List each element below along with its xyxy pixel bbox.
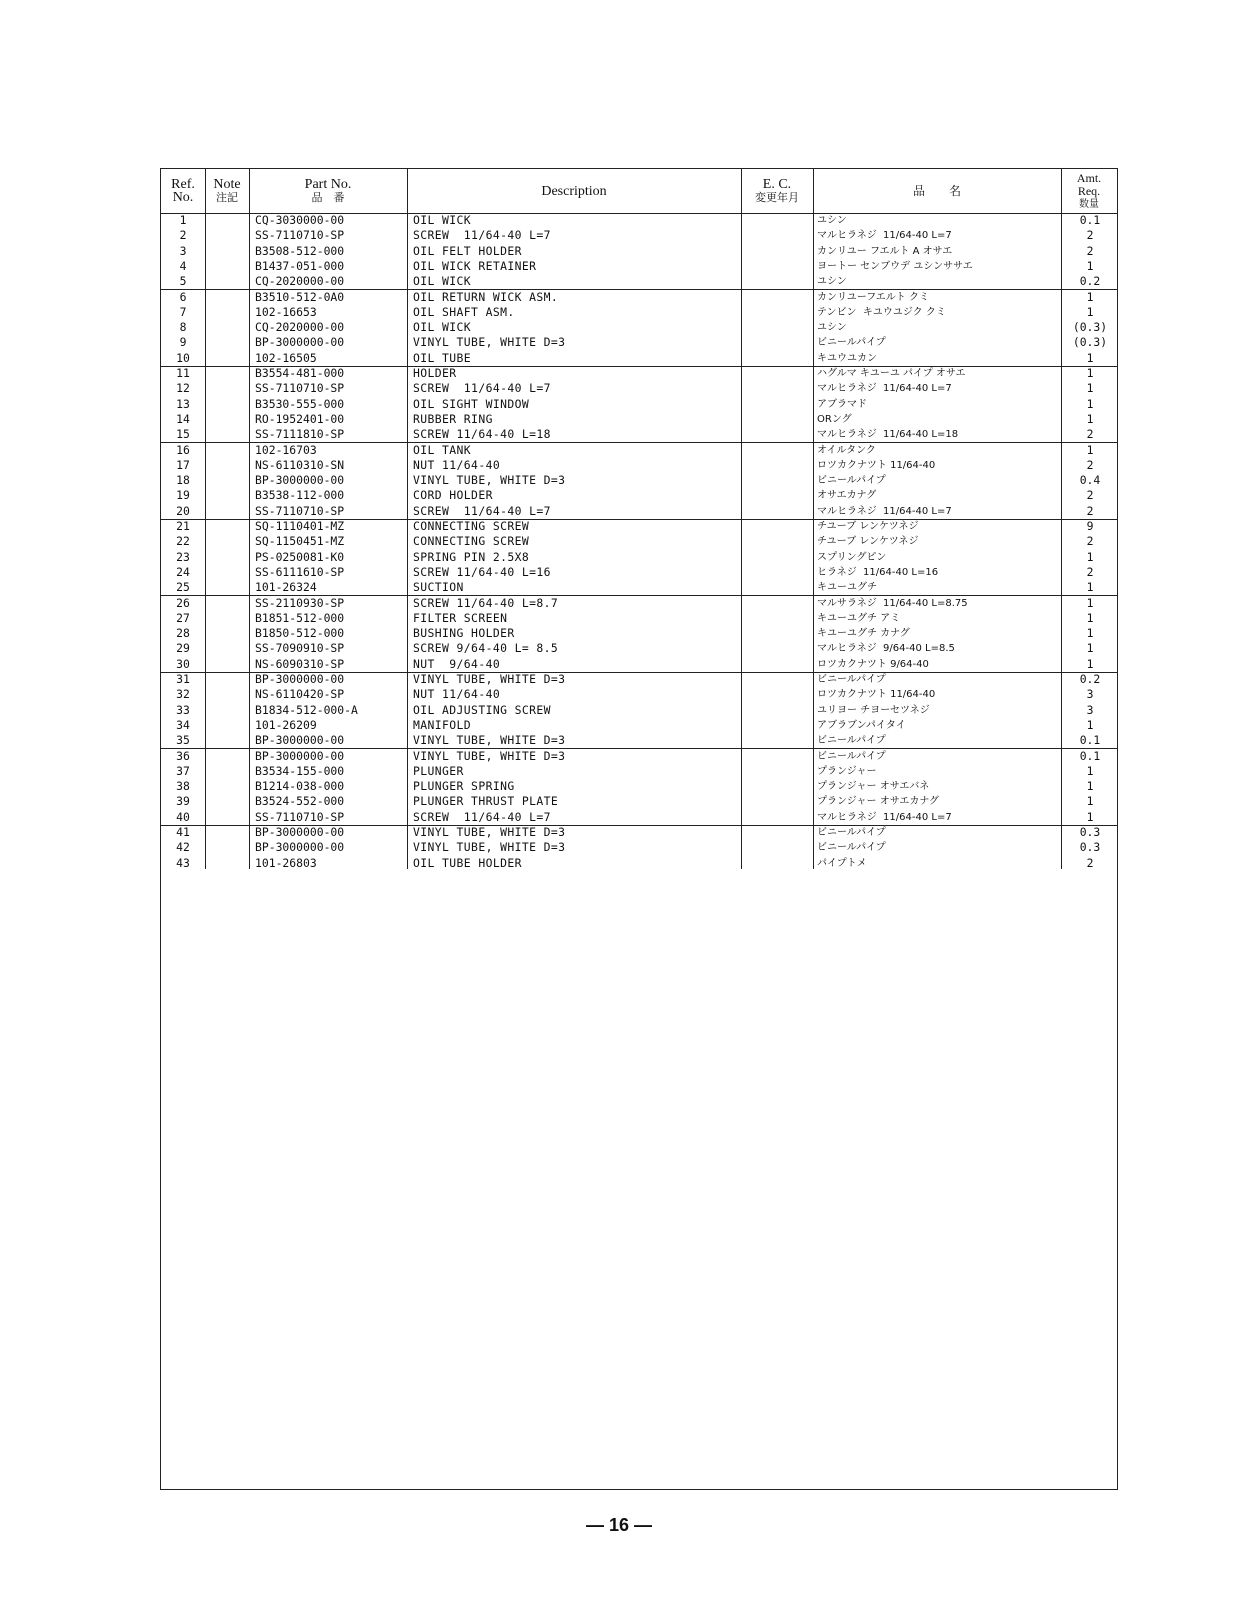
description-cell: SCREW 11/64-40 L=18	[413, 427, 551, 442]
amount-cell: 2	[1086, 488, 1094, 503]
part-no-cell: PS-0250081-K0	[255, 549, 345, 564]
jp-name-cell: マルヒラネジ 11/64-40 L=7	[817, 811, 952, 823]
description-cell: SCREW 11/64-40 L=7	[413, 503, 551, 518]
jp-name-cell: チユーブ レンケツネジ	[817, 521, 919, 532]
description-cell: MANIFOLD	[413, 717, 472, 732]
ref-no-cell: 42	[176, 840, 190, 855]
description-cell: OIL ADJUSTING SCREW	[413, 702, 551, 717]
table-row	[161, 779, 1117, 794]
part-no-cell: SQ-1150451-MZ	[255, 534, 345, 549]
part-no-cell: SS-7111810-SP	[255, 427, 345, 442]
table-row	[161, 794, 1117, 809]
amount-cell: 0.4	[1079, 473, 1101, 488]
amount-cell: 0.3	[1079, 825, 1101, 839]
description-cell: SCREW 11/64-40 L=8.7	[413, 595, 559, 610]
ref-no-cell: 12	[176, 381, 190, 396]
description-cell: OIL SHAFT ASM.	[413, 304, 515, 319]
header-amt-label-2: Req.	[1077, 183, 1101, 198]
amount-cell: 1	[1086, 289, 1094, 304]
amount-cell: 1	[1086, 595, 1094, 610]
ref-no-cell: 9	[179, 335, 187, 350]
ref-no-cell: 27	[176, 610, 190, 625]
ref-no-cell: 30	[176, 656, 190, 671]
ref-no-cell: 17	[176, 457, 190, 472]
ref-no-cell: 3	[179, 243, 187, 258]
description-cell: VINYL TUBE, WHITE D=3	[413, 672, 566, 686]
part-no-cell: SS-7090910-SP	[255, 641, 345, 656]
ref-no-cell: 11	[176, 366, 190, 380]
jp-name-cell: マルヒラネジ 9/64-40 L=8.5	[817, 643, 955, 655]
description-cell: CORD HOLDER	[413, 488, 493, 503]
ref-no-cell: 10	[176, 350, 190, 365]
amount-cell: 1	[1086, 580, 1094, 595]
ref-no-cell: 25	[176, 580, 190, 595]
jp-name-cell: オサエカナグ	[817, 490, 877, 502]
part-no-cell: SS-7110710-SP	[255, 381, 345, 396]
description-cell: OIL TUBE	[413, 350, 472, 365]
description-cell: SPRING PIN 2.5X8	[413, 549, 530, 564]
jp-name-cell: ビニールパイプ	[817, 842, 886, 854]
amount-cell: 1	[1086, 794, 1094, 809]
description-cell: NUT 9/64-40	[413, 656, 501, 671]
amount-cell: 1	[1086, 350, 1094, 365]
jp-name-cell: マルヒラネジ 11/64-40 L=18	[817, 429, 959, 441]
header-part-jp: 品 番	[311, 191, 345, 204]
ref-no-cell: 33	[176, 702, 190, 717]
part-no-cell: B3538-112-000	[255, 488, 345, 503]
ref-no-cell: 29	[176, 641, 190, 656]
part-no-cell: CQ-2020000-00	[255, 320, 345, 335]
ref-no-cell: 2	[179, 228, 187, 243]
part-no-cell: 101-26803	[255, 855, 317, 870]
part-no-cell: BP-3000000-00	[255, 672, 345, 686]
header-ec-label: E. C.	[762, 177, 792, 192]
part-no-cell: BP-3000000-00	[255, 335, 345, 350]
jp-name-cell: マルヒラネジ 11/64-40 L=7	[817, 230, 952, 242]
jp-name-cell: オイルタンク	[817, 444, 876, 456]
amount-cell: 2	[1086, 564, 1094, 579]
ref-no-cell: 28	[176, 626, 190, 641]
table-row	[161, 228, 1117, 243]
amount-cell: 0.3	[1079, 840, 1101, 855]
part-no-cell: 102-16505	[255, 350, 317, 365]
description-cell: PLUNGER THRUST PLATE	[413, 794, 559, 809]
table-row	[161, 580, 1117, 596]
part-no-cell: B3510-512-0A0	[255, 289, 345, 304]
ref-no-cell: 34	[176, 717, 190, 732]
table-row	[161, 764, 1117, 779]
table-row	[161, 687, 1117, 702]
table-row	[161, 641, 1117, 656]
part-no-cell: RO-1952401-00	[255, 411, 345, 426]
table-row	[161, 274, 1117, 290]
jp-name-cell: キユーユグチ	[817, 582, 877, 594]
part-no-cell: B1851-512-000	[255, 610, 345, 625]
ref-no-cell: 39	[176, 794, 190, 809]
amount-cell: 2	[1086, 534, 1094, 549]
part-no-cell: SS-6111610-SP	[255, 564, 345, 579]
table-row	[161, 244, 1117, 259]
header-ref-label: Ref.	[171, 177, 195, 192]
amount-cell: 1	[1086, 396, 1094, 411]
description-cell: OIL RETURN WICK ASM.	[413, 289, 559, 304]
jp-name-cell: マルサラネジ 11/64-40 L=8.75	[817, 597, 968, 609]
part-no-cell: CQ-2020000-00	[255, 274, 345, 289]
description-cell: VINYL TUBE, WHITE D=3	[413, 473, 566, 488]
amount-cell: 1	[1086, 779, 1094, 794]
header-ref-label-2: No.	[172, 190, 194, 205]
header-note	[205, 169, 249, 213]
ref-no-cell: 6	[179, 289, 187, 304]
part-no-cell: B3530-555-000	[255, 396, 345, 411]
ref-no-cell: 26	[176, 595, 190, 610]
description-cell: HOLDER	[413, 366, 457, 380]
amount-cell: 0.2	[1079, 274, 1101, 289]
amount-cell: 3	[1086, 687, 1094, 702]
amount-cell: 0.1	[1079, 748, 1101, 763]
header-ref-no	[161, 169, 205, 213]
description-cell: OIL WICK RETAINER	[413, 258, 537, 273]
amount-cell: 1	[1086, 610, 1094, 625]
amount-cell: 1	[1086, 442, 1094, 457]
amount-cell: (0.3)	[1072, 335, 1108, 350]
jp-name-cell: ビニールパイプ	[817, 750, 886, 762]
table-row	[161, 672, 1117, 687]
amount-cell: 1	[1086, 381, 1094, 396]
part-no-cell: 102-16703	[255, 442, 317, 457]
part-no-cell: SS-7110710-SP	[255, 503, 345, 518]
jp-name-cell: ユシン	[817, 276, 847, 288]
table-row	[161, 335, 1117, 350]
ref-no-cell: 14	[176, 411, 190, 426]
description-cell: VINYL TUBE, WHITE D=3	[413, 840, 566, 855]
description-cell: VINYL TUBE, WHITE D=3	[413, 733, 566, 748]
jp-name-cell: マルヒラネジ 11/64-40 L=7	[817, 383, 952, 395]
table-row	[161, 290, 1117, 305]
jp-name-cell: カンリユーフエルト クミ	[817, 291, 929, 303]
description-cell: OIL TANK	[413, 442, 472, 457]
description-cell: SCREW 11/64-40 L=16	[413, 564, 551, 579]
table-row	[161, 840, 1117, 855]
amount-cell: 0.1	[1079, 213, 1101, 227]
table-row	[161, 381, 1117, 396]
amount-cell: 1	[1086, 763, 1094, 778]
amount-cell: 3	[1086, 702, 1094, 717]
description-cell: SUCTION	[413, 580, 464, 595]
table-row	[161, 657, 1117, 673]
description-cell: SCREW 11/64-40 L=7	[413, 809, 551, 824]
amount-cell: 1	[1086, 717, 1094, 732]
part-no-cell: 102-16653	[255, 304, 317, 319]
table-row	[161, 320, 1117, 335]
amount-cell: 1	[1086, 809, 1094, 824]
part-no-cell: NS-6110310-SN	[255, 457, 345, 472]
table-row	[161, 305, 1117, 320]
table-row	[161, 825, 1117, 840]
part-no-cell: BP-3000000-00	[255, 825, 345, 839]
jp-name-cell: ロツカクナツト 9/64-40	[817, 658, 929, 670]
table-row	[161, 733, 1117, 749]
table-row	[161, 626, 1117, 641]
amount-cell: 1	[1086, 304, 1094, 319]
description-cell: OIL WICK	[413, 274, 472, 289]
ref-no-cell: 8	[179, 320, 187, 335]
header-name-jp-label: 品 名	[912, 183, 961, 198]
ref-no-cell: 21	[176, 519, 190, 533]
amount-cell: 9	[1086, 519, 1094, 533]
description-cell: OIL TUBE HOLDER	[413, 855, 522, 870]
part-no-cell: BP-3000000-00	[255, 748, 345, 763]
jp-name-cell: カンリユー フエルト A オサエ	[817, 245, 953, 257]
jp-name-cell: ビニールパイプ	[817, 475, 886, 487]
description-cell: RUBBER RING	[413, 411, 493, 426]
ref-no-cell: 4	[179, 258, 187, 273]
ref-no-cell: 23	[176, 549, 190, 564]
table-row	[161, 550, 1117, 565]
amount-cell: 2	[1086, 228, 1094, 243]
jp-name-cell: テンビン キユウユジク クミ	[817, 306, 946, 318]
amount-cell: 0.2	[1079, 672, 1101, 686]
table-row	[161, 856, 1117, 871]
part-no-cell: 101-26209	[255, 717, 317, 732]
description-cell: SCREW 9/64-40 L= 8.5	[413, 641, 559, 656]
part-no-cell: 101-26324	[255, 580, 317, 595]
amount-cell: 2	[1086, 503, 1094, 518]
ref-no-cell: 35	[176, 733, 190, 748]
table-row	[161, 397, 1117, 412]
part-no-cell: BP-3000000-00	[255, 840, 345, 855]
table-header	[161, 169, 1117, 214]
jp-name-cell: ビニールパイプ	[817, 337, 886, 349]
jp-name-cell: キユウユカン	[817, 352, 877, 364]
ref-no-cell: 1	[179, 213, 187, 227]
table-row	[161, 565, 1117, 580]
part-no-cell: B1850-512-000	[255, 626, 345, 641]
amount-cell: 1	[1086, 366, 1094, 380]
header-note-jp: 注記	[216, 191, 238, 204]
header-ec-jp: 変更年月	[755, 191, 799, 204]
jp-name-cell: ビニールパイプ	[817, 735, 886, 747]
amount-cell: 1	[1086, 656, 1094, 671]
part-no-cell: B3524-552-000	[255, 794, 345, 809]
ref-no-cell: 37	[176, 763, 190, 778]
description-cell: PLUNGER SPRING	[413, 779, 515, 794]
amount-cell: 2	[1086, 243, 1094, 258]
part-no-cell: BP-3000000-00	[255, 473, 345, 488]
ref-no-cell: 41	[176, 825, 190, 839]
amount-cell: 1	[1086, 411, 1094, 426]
table-row	[161, 519, 1117, 534]
jp-name-cell: パイプトメ	[817, 857, 867, 869]
amount-cell: 0.1	[1079, 733, 1101, 748]
table-row	[161, 213, 1117, 228]
description-cell: OIL FELT HOLDER	[413, 243, 522, 258]
table-row	[161, 703, 1117, 718]
table-row	[161, 259, 1117, 274]
description-cell: PLUNGER	[413, 763, 464, 778]
jp-name-cell: ORング	[817, 413, 852, 425]
description-cell: OIL WICK	[413, 320, 472, 335]
ref-no-cell: 20	[176, 503, 190, 518]
jp-name-cell: ユシン	[817, 215, 847, 226]
table-row	[161, 596, 1117, 611]
table-row	[161, 443, 1117, 458]
jp-name-cell: キユーユグチ アミ	[817, 612, 901, 624]
header-amt-jp: 数量	[1079, 198, 1099, 210]
table-row	[161, 749, 1117, 764]
description-cell: SCREW 11/64-40 L=7	[413, 381, 551, 396]
jp-name-cell: チユーブ レンケツネジ	[817, 536, 919, 548]
description-cell: VINYL TUBE, WHITE D=3	[413, 748, 566, 763]
table-row	[161, 810, 1117, 826]
parts-list-table	[160, 168, 1118, 1490]
ref-no-cell: 43	[176, 855, 190, 870]
part-no-cell: CQ-3030000-00	[255, 213, 345, 227]
ref-no-cell: 40	[176, 809, 190, 824]
part-no-cell: SS-7110710-SP	[255, 228, 345, 243]
amount-cell: 1	[1086, 258, 1094, 273]
header-description-label: Description	[541, 183, 607, 199]
jp-name-cell: ユシン	[817, 322, 847, 334]
page-number: — 16 —	[585, 1515, 653, 1535]
jp-name-cell: ビニールパイプ	[817, 674, 886, 685]
jp-name-cell: ハグルマ キユーユ パイプ オサエ	[817, 368, 966, 379]
part-no-cell: B1214-038-000	[255, 779, 345, 794]
part-no-cell: NS-6110420-SP	[255, 687, 345, 702]
amount-cell: 2	[1086, 427, 1094, 442]
amount-cell: 2	[1086, 855, 1094, 870]
table-row	[161, 611, 1117, 626]
table-row	[161, 718, 1117, 733]
ref-no-cell: 36	[176, 748, 190, 763]
jp-name-cell: ヨートー センブウデ ユシンササエ	[817, 260, 973, 272]
part-no-cell: NS-6090310-SP	[255, 656, 345, 671]
table-row	[161, 427, 1117, 443]
header-part-label: Part No.	[304, 177, 352, 192]
jp-name-cell: プランジャー オサエバネ	[817, 781, 930, 793]
header-amt-label: Amt.	[1076, 170, 1102, 185]
description-cell: CONNECTING SCREW	[413, 519, 530, 533]
amount-cell: 1	[1086, 641, 1094, 656]
part-no-cell: B1834-512-000-A	[255, 702, 358, 717]
jp-name-cell: プランジャー	[817, 765, 877, 777]
amount-cell: (0.3)	[1072, 320, 1108, 335]
amount-cell: 1	[1086, 626, 1094, 641]
jp-name-cell: アブラマド	[817, 398, 867, 410]
part-no-cell: SS-2110930-SP	[255, 595, 345, 610]
description-cell: CONNECTING SCREW	[413, 534, 530, 549]
jp-name-cell: ロツカクナツト 11/64-40	[817, 459, 936, 471]
description-cell: OIL SIGHT WINDOW	[413, 396, 530, 411]
header-part-no	[249, 169, 407, 213]
table-row	[161, 534, 1117, 549]
table-row	[161, 366, 1117, 381]
ref-no-cell: 24	[176, 564, 190, 579]
part-no-cell: B3508-512-000	[255, 243, 345, 258]
ref-no-cell: 15	[176, 427, 190, 442]
ref-no-cell: 32	[176, 687, 190, 702]
table-row	[161, 351, 1117, 367]
description-cell: VINYL TUBE, WHITE D=3	[413, 335, 566, 350]
header-ec	[741, 169, 813, 213]
table-row	[161, 458, 1117, 473]
ref-no-cell: 22	[176, 534, 190, 549]
header-amt	[1061, 169, 1117, 213]
description-cell: NUT 11/64-40	[413, 687, 501, 702]
part-no-cell: B3534-155-000	[255, 763, 345, 778]
description-cell: VINYL TUBE, WHITE D=3	[413, 825, 566, 839]
ref-no-cell: 18	[176, 473, 190, 488]
table-row	[161, 504, 1117, 520]
jp-name-cell: ユリヨー チヨーセツネジ	[817, 704, 930, 716]
jp-name-cell: ビニールパイプ	[817, 827, 886, 838]
description-cell: NUT 11/64-40	[413, 457, 501, 472]
description-cell: OIL WICK	[413, 213, 472, 227]
description-cell: BUSHING HOLDER	[413, 626, 515, 641]
jp-name-cell: プランジャー オサエカナグ	[817, 796, 939, 808]
amount-cell: 1	[1086, 549, 1094, 564]
ref-no-cell: 13	[176, 396, 190, 411]
jp-name-cell: アブラブンパイタイ	[817, 719, 906, 731]
ref-no-cell: 5	[179, 274, 187, 289]
amount-cell: 2	[1086, 457, 1094, 472]
ref-no-cell: 31	[176, 672, 190, 686]
jp-name-cell: マルヒラネジ 11/64-40 L=7	[817, 505, 952, 517]
table-row	[161, 473, 1117, 488]
part-no-cell: BP-3000000-00	[255, 733, 345, 748]
header-note-label: Note	[213, 177, 241, 192]
jp-name-cell: スプリングピン	[817, 551, 887, 563]
ref-no-cell: 19	[176, 488, 190, 503]
ref-no-cell: 38	[176, 779, 190, 794]
description-cell: FILTER SCREEN	[413, 610, 508, 625]
part-no-cell: B3554-481-000	[255, 366, 345, 380]
part-no-cell: SS-7110710-SP	[255, 809, 345, 824]
table-row	[161, 488, 1117, 503]
ref-no-cell: 7	[179, 304, 187, 319]
jp-name-cell: ヒラネジ 11/64-40 L=16	[817, 566, 939, 578]
header-description	[407, 169, 741, 213]
part-no-cell: SQ-1110401-MZ	[255, 519, 345, 533]
jp-name-cell: ロツカクナツト 11/64-40	[817, 689, 936, 701]
table-row	[161, 412, 1117, 427]
header-name-jp	[813, 169, 1061, 213]
jp-name-cell: キユーユグチ カナグ	[817, 628, 910, 640]
part-no-cell: B1437-051-000	[255, 258, 345, 273]
ref-no-cell: 16	[176, 442, 190, 457]
description-cell: SCREW 11/64-40 L=7	[413, 228, 551, 243]
